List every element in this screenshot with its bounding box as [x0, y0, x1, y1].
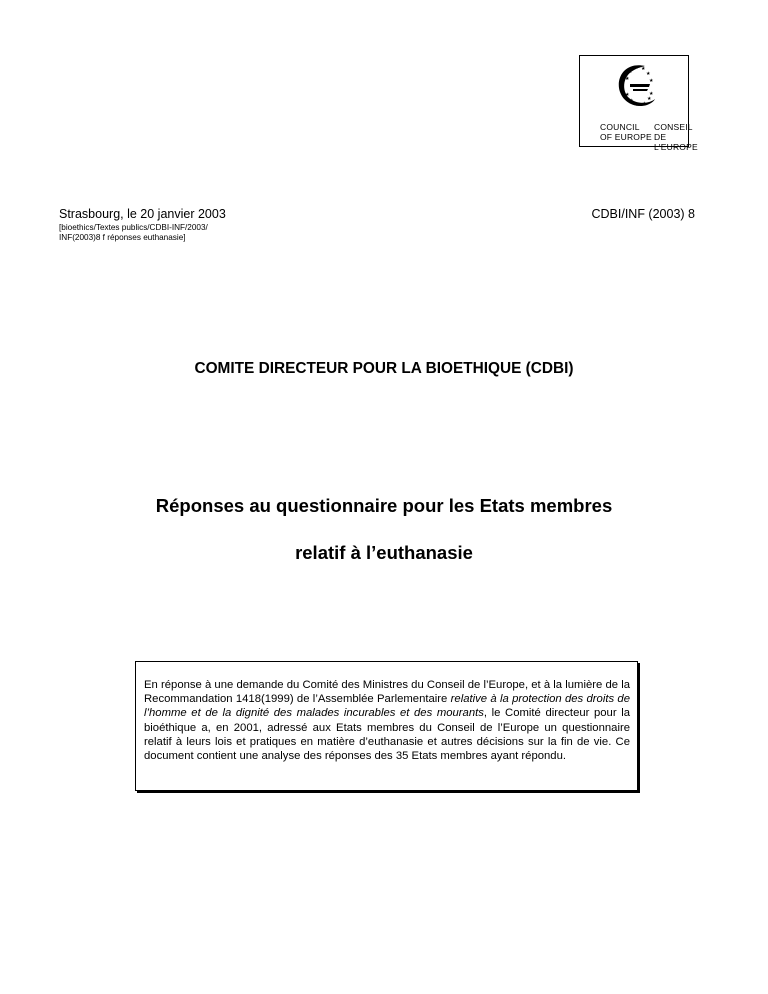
council-of-europe-logo [579, 55, 698, 152]
document-title-line1: Réponses au questionnaire pour les Etats membres [155, 495, 613, 516]
svg-text:★: ★ [642, 101, 647, 107]
svg-text:★: ★ [641, 66, 646, 72]
file-path [59, 223, 208, 243]
committee-heading: COMITE DIRECTEUR POUR LA BIOETHIQUE (CDBI) [194, 360, 574, 377]
logo-text-en-line1: COUNCIL [600, 122, 640, 132]
summary-text-italic: relative à la protection des droits de l’homme et de la dignité des malades incurables et des mourants [144, 693, 631, 720]
logo-text-fr-line1: CONSEIL [654, 122, 693, 132]
svg-text:★: ★ [628, 69, 633, 75]
logo-text-fr-line2: DE L'EUROPE [654, 132, 698, 152]
logo-text-en-line2: OF EUROPE [600, 132, 652, 142]
summary-box [135, 661, 638, 791]
svg-text:★: ★ [625, 92, 630, 98]
svg-text:★: ★ [649, 78, 654, 84]
document-title-line2: relatif à l’euthanasie [295, 542, 473, 563]
svg-text:★: ★ [634, 65, 639, 71]
file-path-line1: [bioethics/Textes publics/CDBI-INF/2003/ [59, 223, 208, 232]
svg-text:★: ★ [646, 71, 651, 77]
svg-text:★: ★ [629, 98, 634, 104]
svg-text:★: ★ [635, 102, 640, 108]
summary-paragraph [144, 678, 630, 763]
summary-text-part2: , le Comité directeur pour la bioéthique a, en 2001, adressé aux Etats membres du Conseil de l’Europe un questionnaire relatif à leurs lois et pratiques en matière d’euthanasie et autres décisions sur la fin de vie. Ce document contient une analyse des réponses des 35 Etats membres ayant répondu. [144, 707, 631, 763]
place-date: Strasbourg, le 20 janvier 2003 [59, 207, 226, 221]
svg-text:★: ★ [625, 76, 630, 82]
file-path-line2: INF(2003)8 f réponses euthanasie] [59, 233, 186, 242]
council-of-europe-emblem-icon [616, 60, 656, 112]
svg-text:★: ★ [647, 96, 652, 102]
summary-text-part1: En réponse à une demande du Comité des Ministres du Conseil de l’Europe, et à la lumière de la Recommandation 1418(1999) de l’Assemblée Parlementaire [144, 679, 630, 706]
document-reference: CDBI/INF (2003) 8 [591, 207, 695, 221]
svg-text:★: ★ [649, 91, 654, 97]
logo-text-french [654, 122, 698, 152]
logo-text-english [600, 122, 652, 142]
